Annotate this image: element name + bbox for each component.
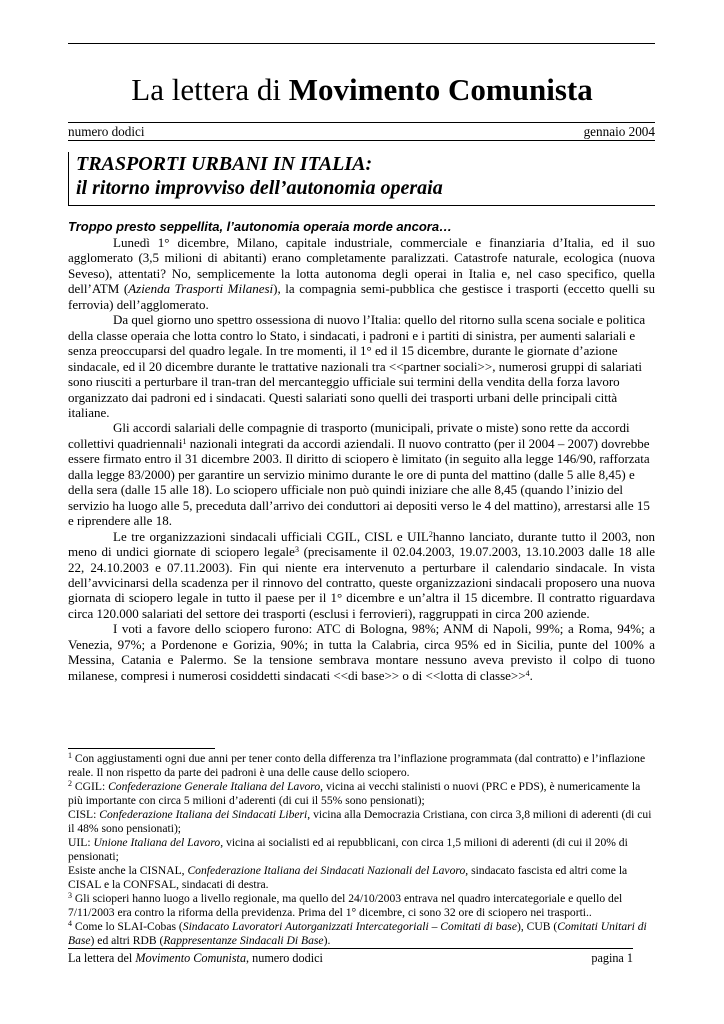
- p4-text-b: hanno lanciato, durante tutto il 2003, non meno di undici giornate di sciopero legale: [68, 528, 655, 560]
- paragraph-2: Da quel giorno uno spettro ossessiona di nuovo l’Italia: quello del ritorno sulla scena sociale e politica della classe operaia che lotta contro lo Stato, i sindacati, i padroni e i partiti di sinistra, per aumenti salariali e senza preoccuparsi del quadro legale. In tre momenti, il 1° ed il 15 dicembre, durante le giornate d’azione sindacale, ed il 20 dicembre durante le trattative nazionali tra <<partner sociali>>, numerosi gruppi di salariati sono riusciti a perturbare il tran-tran del mercanteggio ufficiale sui termini della vendita della forza lavoro organizzato dai padroni ed i sindacati. Questi salariati sono quelli dei trasporti urbani delle principali città italiane.: [68, 312, 646, 420]
- p4-text-a: Le tre organizzazioni sindacali ufficiali CGIL, CISL e UIL: [113, 528, 429, 544]
- fn2d-a: Esiste anche la CISNAL,: [68, 864, 188, 877]
- issue-number: numero dodici: [68, 124, 145, 139]
- fn4-i1: Sindacato Lavoratori Autorganizzati Intercategoriali – Comitati di base: [182, 920, 517, 933]
- footnote-4: [68, 920, 655, 948]
- fn2c-i: Unione Italiana del Lavoro: [93, 836, 221, 849]
- fn4-b: ), CUB (: [516, 920, 558, 933]
- fn2a-i: Confederazione Generale Italiana del Lavoro: [108, 780, 321, 793]
- footnote-1-text: Con aggiustamenti ogni due anni per tener conto della differenza tra l’inflazione programmata (dal contratto) e l’inflazione reale. Il non rispetto da parte dei padroni è una delle cause dello sciopero.: [68, 752, 646, 779]
- footer-rule: [68, 948, 633, 949]
- footnote-1: [68, 752, 655, 780]
- fn2a-a: CGIL:: [72, 780, 109, 793]
- masthead-name: Movimento Comunista: [288, 72, 593, 107]
- page-footer: [68, 951, 633, 965]
- fn2b-i: Confederazione Italiana dei Sindacati Liberi: [99, 808, 308, 821]
- footnote-ref-2[interactable]: 2: [428, 529, 433, 539]
- article-body: [68, 235, 655, 683]
- issue-bottom-rule: [68, 140, 655, 141]
- paragraph-1: [68, 235, 655, 312]
- top-rule: [68, 43, 655, 44]
- headline-line-2: il ritorno improvviso dell’autonomia operaia: [76, 177, 443, 199]
- footnotes: [68, 752, 655, 948]
- fn2c-a: UIL:: [68, 836, 94, 849]
- article-headline: [68, 152, 655, 206]
- p5-text-a: I voti a favore dello sciopero furono: ATC di Bologna, 98%; ANM di Napoli, 99%; a Roma, 94%; a Venezia, 97%; a Pordenone e Gorizia, 90%; in tutta la Calabria, circa 95% ed in Sicilia, punte del 100% a Messina, Catania e Palermo. Se la tensione sembrava montare nessuno aveva previsto il colpo di tuono milanese, compresi i numerosi cosiddetti sindacati <<di base>> o di <<lotta di classe>>: [68, 621, 655, 683]
- footnote-3-text: Gli scioperi hanno luogo a livello regionale, ma quello del 24/10/2003 entrava nel quadro intercategoriale e quello del 7/11/2003 era contro la riforma della previdenza. Prima del 1° dicembre, ci sono 32 ore di sciopero nei trasporti..: [68, 892, 623, 919]
- footer-publication: Movimento Comunista: [135, 951, 247, 965]
- fn4-a: Come lo SLAI-Cobas (: [72, 920, 183, 933]
- p3-text-a: Gli accordi salariali delle compagnie di trasporto (municipali, private o miste) sono rette da accordi collettivi quadriennali: [68, 420, 630, 451]
- footer-text-b: , numero dodici: [246, 951, 323, 965]
- p1-company-name: Azienda Trasporti Milanesi: [128, 281, 274, 297]
- footnote-ref-1[interactable]: 1: [182, 436, 187, 446]
- footnote-2-cgil: [68, 780, 655, 808]
- fn4-i2: Comitati Unitari di Base: [68, 920, 647, 947]
- footnote-ref-3[interactable]: 3: [294, 545, 299, 555]
- fn2d-b: , sindacato fascista ed altri come la CISAL e la CONFSAL, sindacati di destra.: [68, 864, 628, 891]
- footnote-2-number: 2: [68, 779, 72, 788]
- p4-text-c: (precisamente il 02.04.2003, 19.07.2003, 13.10.2003 dalle 18 alle 22, 24.10.2003 e 07.11.2003). Fin qui niente era intervenuto a perturbare il calendario sindacale. In vista dell’avvicinarsi della scadenza per il rinnovo del contratto, queste organizzazioni sindacali proposero una nuova giornata di sciopero legale in tutto il paese per il 1° dicembre e un’altra il 15 dicembre. Il contratto riguardava circa 120.000 salariati del settore dei trasporti (esclusi i ferrovieri), raggruppati in circa 200 aziende.: [68, 544, 656, 621]
- masthead-prefix: La lettera di: [131, 72, 289, 107]
- footnote-3: [68, 892, 655, 920]
- footnote-1-number: 1: [68, 751, 72, 760]
- fn2a-b: , vicina ai vecchi stalinisti o nuovi (PRC e PDS), è numericamente la più importante con circa 5 milioni d’aderenti (di cui il 55% sono pensionati);: [68, 780, 641, 807]
- masthead-title: [0, 70, 724, 110]
- footnote-2-cisl: [68, 808, 655, 836]
- fn2b-b: , vicina alla Democrazia Cristiana, con circa 3,8 milioni di aderenti (di cui il 48% sono pensionati);: [68, 808, 652, 835]
- p1-text-a: Lunedì 1° dicembre, Milano, capitale industriale, commerciale e finanziaria d’Italia, ed il suo agglomerato (3,5 milioni di abitanti) erano completamente paralizzati. Catastrofe naturale, ecologica (nuova Seveso), attentati? No, semplicemente la lotta autonoma degli operai in Italia e, nel caso specifico, quella dell’ATM (: [68, 235, 655, 297]
- fn2b-a: CISL:: [68, 808, 100, 821]
- paragraph-4: [68, 529, 655, 622]
- footnote-ref-4[interactable]: 4: [525, 668, 530, 678]
- footnote-2-cisnal: [68, 864, 655, 892]
- p3-text-b: nazionali integrati da accordi aziendali. Il nuovo contratto (per il 2004 – 2007) dovrebbe essere firmato entro il 31 dicembre 2003. Il diritto di sciopero è limitato (in seguito alla legge 146/90, rafforzata dalla legge 83/2000) per garantire un servizio minimo durante le ore di punta del mattino (dalle 5 alle 8,45) e della sera (dalle 15 alle 18). Lo sciopero ufficiale non può quindi iniziare che alle 8,45 (quando l’inizio del servizio ha luogo alle 5, preceduta dall’arrivo dei conduttori ai depositi verso le 4 del mattino), arrestarsi alle 15 e riprendere alle 18.: [68, 435, 650, 529]
- footnote-3-number: 3: [68, 891, 72, 900]
- issue-date: gennaio 2004: [583, 124, 655, 139]
- fn2d-i: Confederazione Italiana dei Sindacati Nazionali del Lavoro: [187, 864, 466, 877]
- issue-top-rule: [68, 122, 655, 123]
- p5-text-b: .: [529, 667, 533, 683]
- footer-text-a: La lettera del: [68, 951, 136, 965]
- footnote-2-uil: [68, 836, 655, 864]
- p1-text-c: ), la compagnia semi-pubblica che gestisce i trasporti (eccetto quelli su ferrovia) dell’agglomerato.: [68, 281, 655, 312]
- page-number: pagina 1: [591, 951, 633, 965]
- fn4-i3: Rappresentanze Sindacali Di Base: [163, 934, 324, 947]
- headline-line-1: TRASPORTI URBANI IN ITALIA:: [76, 153, 373, 175]
- paragraph-5: [68, 621, 655, 683]
- article-subhead: Troppo presto seppellita, l’autonomia operaia morde ancora…: [68, 219, 453, 234]
- issue-row: [68, 124, 655, 139]
- fn2c-b: , vicina ai socialisti ed ai repubblicani, con circa 1,5 milioni di aderenti (di cui il 20% di pensionati;: [68, 836, 628, 863]
- footnote-4-number: 4: [68, 919, 72, 928]
- fn4-d: ).: [323, 934, 331, 947]
- paragraph-3: [68, 420, 655, 528]
- footnote-separator: [68, 748, 215, 749]
- fn4-c: ) ed altri RDB (: [90, 934, 164, 947]
